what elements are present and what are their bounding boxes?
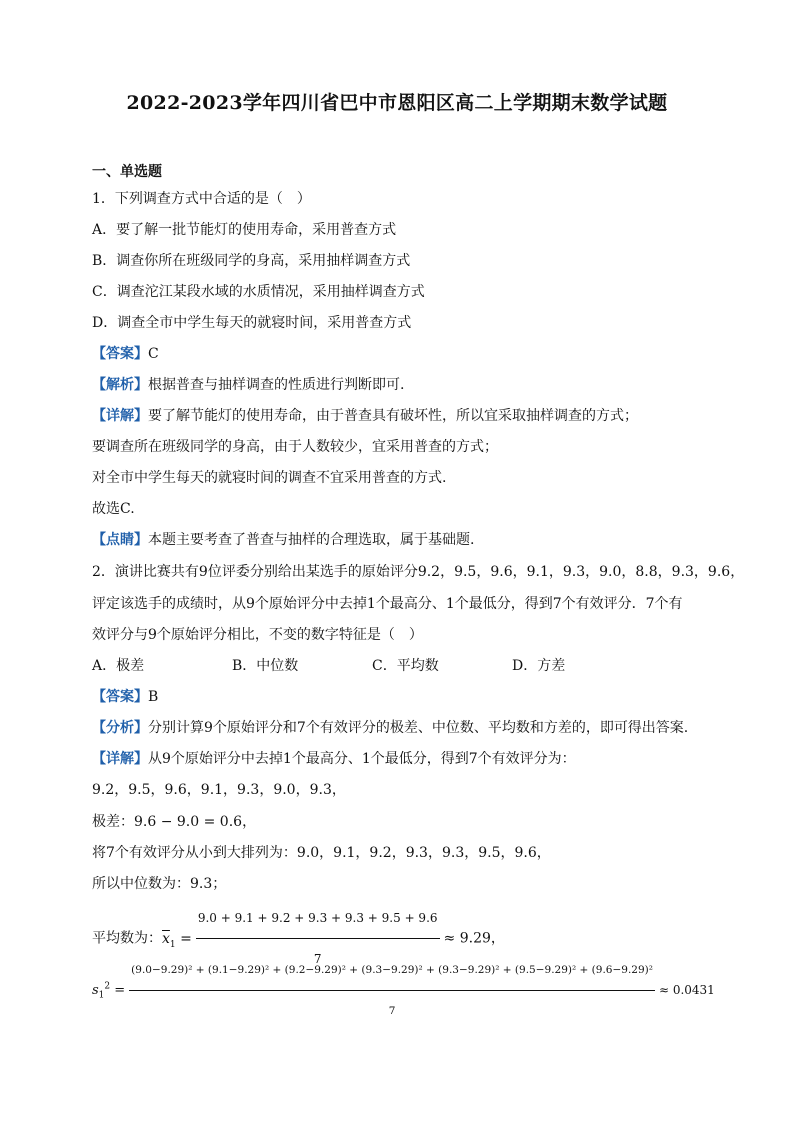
q2-options	[92, 657, 565, 675]
q1-analysis	[92, 376, 404, 394]
q1-option-c: C．调查沱江某段水域的水质情况，采用抽样调查方式	[92, 284, 425, 300]
q2-answer	[92, 688, 158, 706]
q1-comment-text: 本题主要考查了普查与抽样的合理选取，属于基础题.	[148, 532, 475, 548]
q1-analysis-text: 根据普查与抽样调查的性质进行判断即可.	[148, 377, 405, 393]
q1-detail	[92, 407, 638, 425]
detail-tag: 【详解】	[92, 751, 148, 767]
range-label: 极差：	[92, 814, 134, 830]
variance-result: ≈ 0.0431	[658, 983, 715, 997]
q2-option-a: A．极差	[92, 658, 145, 674]
q2-answer-value: B	[148, 689, 159, 705]
q1-detail-text-1: 要了解节能灯的使用寿命，由于普查具有破坏性，所以宜采取抽样调查的方式；	[148, 408, 638, 424]
section-heading: 一、单选题	[92, 164, 162, 180]
comment-tag: 【点睛】	[92, 532, 148, 548]
q2-analysis-text: 分别计算9个原始评分和7个有效评分的极差、中位数、平均数和方差的，即可得出答案.	[148, 720, 689, 736]
variance-symbol: $s_1^2$ =	[92, 981, 126, 1001]
q2-option-d: D．方差	[512, 658, 566, 674]
answer-tag: 【答案】	[92, 346, 148, 362]
q1-answer	[92, 345, 159, 363]
analysis-tag: 【分析】	[92, 720, 148, 736]
q2-detail	[92, 750, 576, 768]
page-title: 2022-2023学年四川省巴中市恩阳区高二上学期期末数学试题	[126, 92, 668, 114]
q2-stem-3: 效评分与9个原始评分相比，不变的数字特征是（ ）	[92, 627, 423, 643]
mean-result: ≈ 9.29	[443, 930, 491, 947]
q1-choose: 故选C.	[92, 501, 135, 517]
q2-analysis	[92, 719, 688, 737]
q1-comment	[92, 531, 474, 549]
q2-sorted: 将7个有效评分从小到大排列为：9.0，9.1，9.2，9.3，9.3，9.5，9.6，	[92, 845, 551, 861]
q1-option-a: A．要了解一批节能灯的使用寿命，采用普查方式	[92, 222, 397, 238]
mean-numerator: 9.0 + 9.1 + 9.2 + 9.3 + 9.3 + 9.5 + 9.6	[196, 900, 440, 939]
range-tail: ，	[242, 814, 257, 830]
variance-denominator: 7	[388, 1005, 396, 1017]
q2-option-b: B．中位数	[232, 658, 299, 674]
q1-option-b: B．调查你所在班级同学的身高，采用抽样调查方式	[92, 253, 411, 269]
answer-tag: 【答案】	[92, 689, 148, 705]
range-expression: 9.6 − 9.0 = 0.6	[134, 814, 243, 830]
q2-detail-text-1: 从9个原始评分中去掉1个最高分、1个最低分，得到7个有效评分为：	[148, 751, 576, 767]
q1-answer-value: C	[148, 346, 159, 362]
variance-numerator: (9.0−9.29)² + (9.1−9.29)² + (9.2−9.29)² + (9.3−9.29)² + (9.3−9.29)² + (9.5−9.29)² + (9.6−9.29)²	[129, 952, 655, 991]
q2-scores: 9.2，9.5，9.6，9.1，9.3，9.0，9.3，	[92, 782, 346, 798]
detail-tag: 【详解】	[92, 408, 148, 424]
mean-denominator: 7	[313, 952, 322, 966]
q2-range	[92, 813, 256, 831]
mean-tail: ，	[490, 930, 505, 947]
q2-stem-2: 评定该选手的成绩时，从9个原始评分中去掉1个最高分、1个最低分，得到7个有效评分．7个有	[92, 596, 683, 612]
q1-stem: 1．下列调查方式中合适的是（ ）	[92, 191, 311, 207]
variance-fraction	[129, 952, 655, 1029]
q1-detail-text-3: 对全市中学生每天的就寝时间的调查不宜采用普查的方式.	[92, 470, 447, 486]
q2-variance	[92, 952, 715, 1029]
q2-option-c: C．平均数	[372, 658, 439, 674]
q2-stem-1: 2．演讲比赛共有9位评委分别给出某选手的原始评分9.2，9.5，9.6，9.1，9.3，9.0，8.8，9.3，9.6，	[92, 564, 745, 580]
mean-label: 平均数为：	[92, 930, 162, 947]
mean-symbol: $\overline{x}_1$ =	[162, 930, 192, 950]
analysis-tag: 【解析】	[92, 377, 148, 393]
q1-detail-text-2: 要调查所在班级同学的身高，由于人数较少，宜采用普查的方式；	[92, 439, 498, 455]
q1-option-d: D．调查全市中学生每天的就寝时间，采用普查方式	[92, 315, 412, 331]
q2-median: 所以中位数为：9.3；	[92, 876, 227, 892]
